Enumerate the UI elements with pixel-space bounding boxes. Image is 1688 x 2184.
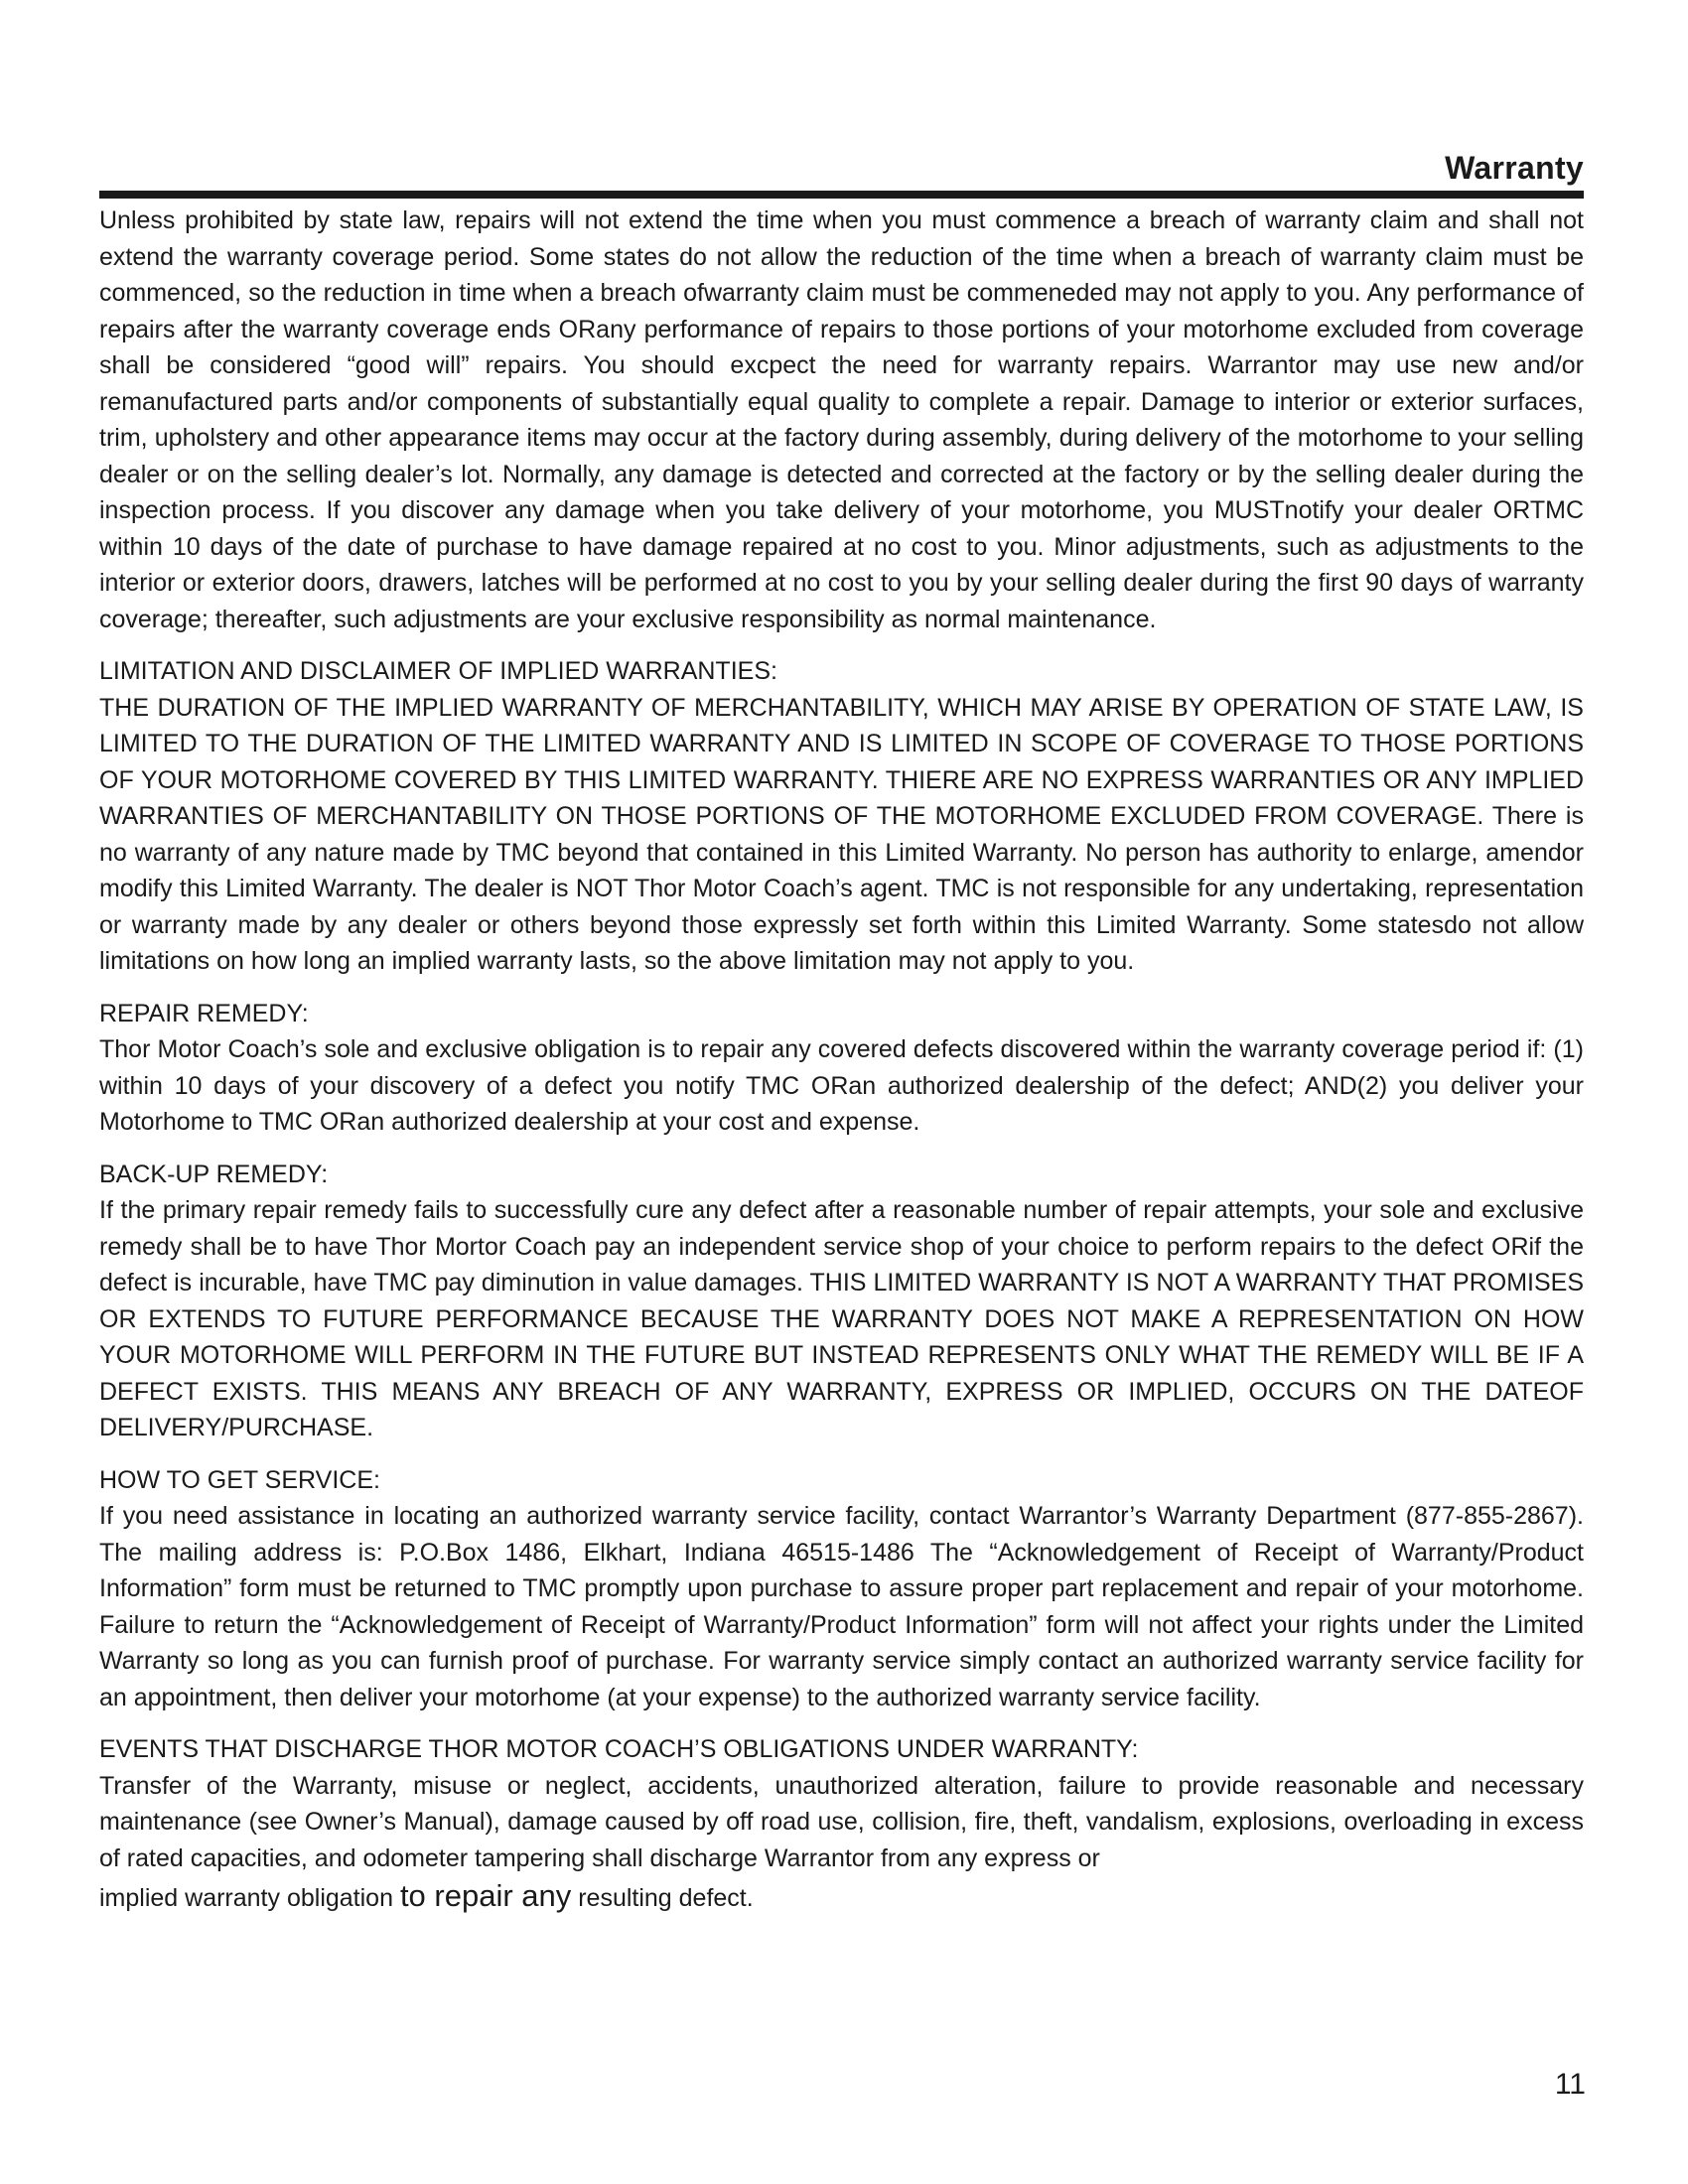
- discharge-events-section: [99, 1731, 1584, 1918]
- warranty-page: [99, 149, 1584, 1918]
- header-divider: [99, 191, 1584, 199]
- get-service-heading: HOW TO GET SERVICE:: [99, 1465, 380, 1494]
- page-number: 11: [1554, 2068, 1586, 2101]
- repair-remedy-paragraph: Thor Motor Coach’s sole and exclusive obligation is to repair any covered defects discovered within the warranty coverage period if: (1) within 10 days of your discovery of a defect you notify TMC ORan authorized dealership of the defect; AND(2) you deliver your Motorhome to TMC ORan authorized dealership at your cost and expense.: [99, 1035, 1584, 1136]
- last-line-end: resulting defect.: [571, 1884, 754, 1912]
- intro-paragraph: Unless prohibited by state law, repairs will not extend the time when you must commence a breach of warranty claim and shall not extend the warranty coverage period. Some states do not allow the reduction of the time when a breach of warranty claim must be commenced, so the reduction in time when a breach ofwarranty claim must be commeneded may not apply to you. Any performance of repairs after the warranty coverage ends ORany performance of repairs to those portions of your motorhome excluded from coverage shall be considered “good will” repairs. You should excpect the need for warranty repairs. Warrantor may use new and/or remanufactured parts and/or components of substantially equal quality to complete a repair. Damage to interior or exterior surfaces, trim, upholstery and other appearance items may occur at the factory during assembly, during delivery of the motorhome to your selling dealer or on the selling dealer’s lot. Normally, any damage is detected and corrected at the factory or by the selling dealer during the inspection process. If you discover any damage when you take delivery of your motorhome, you MUSTnotify your dealer ORTMC within 10 days of the date of purchase to have damage repaired at no cost to you. Minor adjustments, such as adjustments to the interior or exterior doors, drawers, latches will be performed at no cost to you by your selling dealer during the first 90 days of warranty coverage; thereafter, such adjustments are your exclusive responsibility as normal maintenance.: [99, 206, 1584, 633]
- limitation-heading: LIMITATION AND DISCLAIMER OF IMPLIED WARRANTIES:: [99, 657, 777, 685]
- limitation-section: [99, 653, 1584, 980]
- get-service-paragraph: If you need assistance in locating an authorized warranty service facility, contact Warrantor’s Warranty Department (877-855-2867). The mailing address is: P.O.Box 1486, Elkhart, Indiana 46515-1486 The “Acknowledgement of Receipt of Warranty/Product Information” form must be returned to TMC promptly upon purchase to assure proper part replacement and repair of your motorhome. Failure to return the “Acknowledgement of Receipt of Warranty/Product Information” form will not affect your rights under the Limited Warranty so long as you can furnish proof of purchase. For warranty service simply contact an authorized warranty service facility for an appointment, then deliver your motorhome (at your expense) to the authorized warranty service facility.: [99, 1502, 1584, 1711]
- last-line-start: implied warranty obligation: [99, 1884, 400, 1912]
- get-service-section: [99, 1462, 1584, 1716]
- last-line-large-text: to repair any: [399, 1878, 572, 1913]
- repair-remedy-heading: REPAIR REMEDY:: [99, 999, 309, 1027]
- discharge-events-last-line: [99, 1876, 1584, 1918]
- page-title: Warranty: [1445, 150, 1584, 186]
- limitation-paragraph: THE DURATION OF THE IMPLIED WARRANTY OF MERCHANTABILITY, WHICH MAY ARISE BY OPERATION OF STATE LAW, IS LIMITED TO THE DURATION OF THE LIMITED WARRANTY AND IS LIMITED IN SCOPE OF COVERAGE TO THOSE PORTIONS OF YOUR MOTORHOME COVERED BY THIS LIMITED WARRANTY. THIERE ARE NO EXPRESS WARRANTIES OR ANY IMPLIED WARRANTIES OF MERCHANTABILITY ON THOSE PORTIONS OF THE MOTORHOME EXCLUDED FROM COVERAGE. There is no warranty of any nature made by TMC beyond that contained in this Limited Warranty. No person has authority to enlarge, amendor modify this Limited Warranty. The dealer is NOT Thor Motor Coach’s agent. TMC is not responsible for any undertaking, representation or warranty made by any dealer or others beyond those expressly set forth within this Limited Warranty. Some statesdo not allow limitations on how long an implied warranty lasts, so the above limitation may not apply to you.: [99, 693, 1584, 975]
- repair-remedy-section: [99, 996, 1584, 1141]
- backup-remedy-paragraph: If the primary repair remedy fails to successfully cure any defect after a reasonable number of repair attempts, your sole and exclusive remedy shall be to have Thor Mortor Coach pay an independent service shop of your choice to perform repairs to the defect ORif the defect is incurable, have TMC pay diminution in value damages. THIS LIMITED WARRANTY IS NOT A WARRANTY THAT PROMISES OR EXTENDS TO FUTURE PERFORMANCE BECAUSE THE WARRANTY DOES NOT MAKE A REPRESENTATION ON HOW YOUR MOTORHOME WILL PERFORM IN THE FUTURE BUT INSTEAD REPRESENTS ONLY WHAT THE REMEDY WILL BE IF A DEFECT EXISTS. THIS MEANS ANY BREACH OF ANY WARRANTY, EXPRESS OR IMPLIED, OCCURS ON THE DATEOF DELIVERY/PURCHASE.: [99, 1196, 1584, 1441]
- discharge-events-paragraph: Transfer of the Warranty, misuse or neglect, accidents, unauthorized alteration, failure to provide reasonable and necessary maintenance (see Owner’s Manual), damage caused by off road use, collision, fire, theft, vandalism, explosions, overloading in excess of rated capacities, and odometer tampering shall discharge Warrantor from any express or: [99, 1771, 1584, 1872]
- backup-remedy-heading: BACK-UP REMEDY:: [99, 1160, 329, 1188]
- discharge-events-heading: EVENTS THAT DISCHARGE THOR MOTOR COACH’S OBLIGATIONS UNDER WARRANTY:: [99, 1735, 1139, 1763]
- backup-remedy-section: [99, 1157, 1584, 1446]
